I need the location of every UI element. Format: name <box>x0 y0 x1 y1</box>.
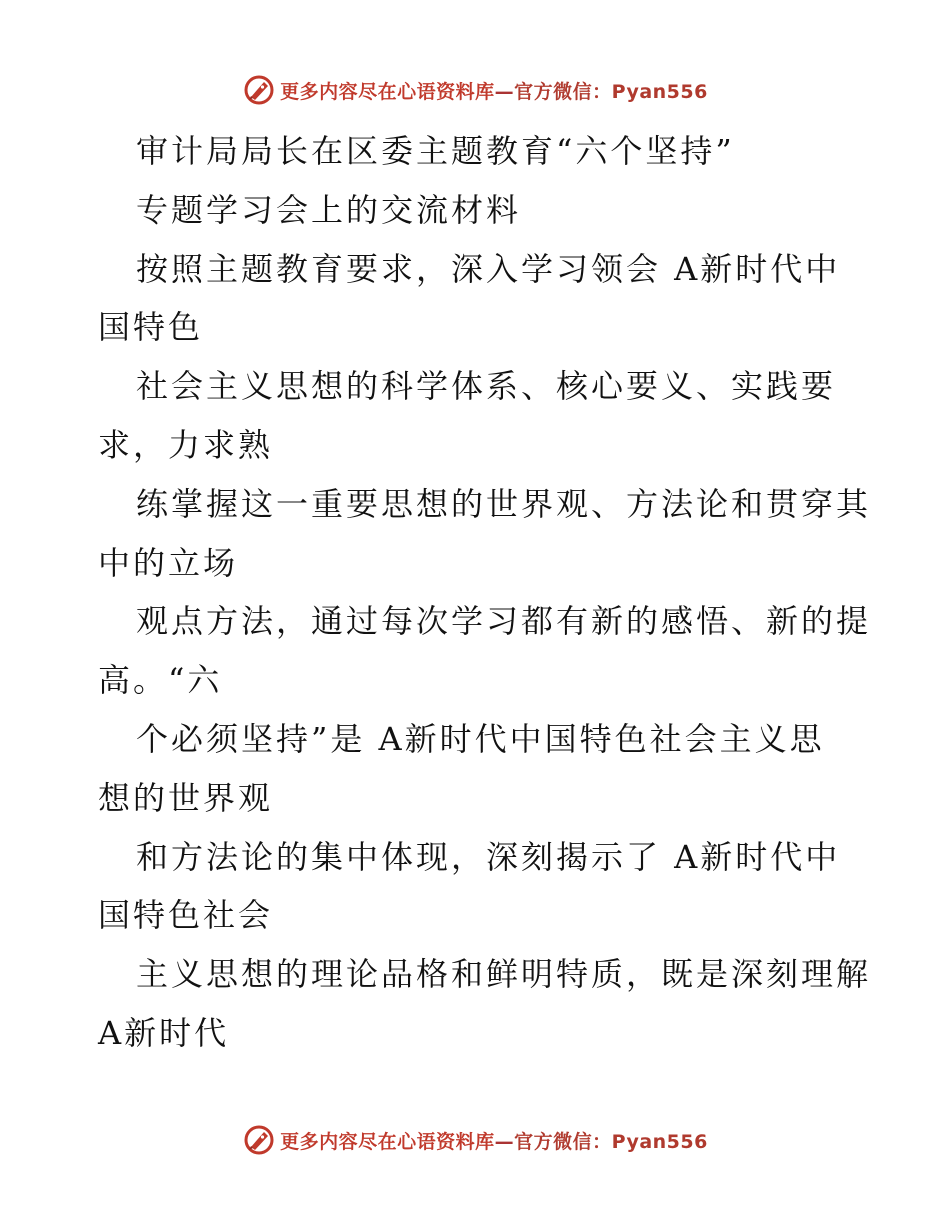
banner-text <box>280 1127 708 1154</box>
banner-wechat-label: 官方微信： <box>514 1130 612 1153</box>
paragraph-line: 国特色 <box>98 308 204 347</box>
paragraph-line: 高。“六 <box>98 661 223 700</box>
banner-wechat-id: Pyan556 <box>611 80 708 103</box>
paragraph-line: 个必须坚持”是 A新时代中国特色社会主义思 <box>136 719 825 758</box>
paragraph-line: 国特色社会 <box>98 896 274 935</box>
paragraph-line: A新时代 <box>98 1013 230 1052</box>
paragraph-line: 观点方法，通过每次学习都有新的感悟、新的提 <box>136 602 872 641</box>
paragraph-line: 中的立场 <box>98 543 239 582</box>
paragraph-line: 和方法论的集中体现，深刻揭示了 A新时代中 <box>136 837 841 876</box>
document-body <box>98 122 898 1063</box>
document-title-line-2: 专题学习会上的交流材料 <box>136 190 522 229</box>
paragraph-line: 想的世界观 <box>98 778 274 817</box>
banner-wechat-label: 官方微信： <box>514 80 612 103</box>
pen-nib-logo-icon <box>242 73 276 107</box>
paragraph-line: 社会主义思想的科学体系、核心要义、实践要 <box>136 367 837 406</box>
pen-nib-logo-icon <box>242 1123 276 1157</box>
banner-text <box>280 77 708 104</box>
banner-slogan: 更多内容尽在心语资料库 <box>280 80 495 103</box>
paragraph-line: 主义思想的理论品格和鲜明特质，既是深刻理解 <box>136 955 872 994</box>
paragraph-line: 按照主题教育要求，深入学习领会 A新时代中 <box>136 249 841 288</box>
header-banner <box>0 70 950 110</box>
banner-slogan: 更多内容尽在心语资料库 <box>280 1130 495 1153</box>
document-title-line-1: 审计局局长在区委主题教育“六个坚持” <box>136 132 735 170</box>
paragraph-line: 求，力求熟 <box>98 425 274 464</box>
banner-separator: — <box>494 1130 515 1153</box>
paragraph-line: 练掌握这一重要思想的世界观、方法论和贯穿其 <box>136 484 872 523</box>
banner-separator: — <box>494 80 515 103</box>
banner-wechat-id: Pyan556 <box>611 1130 708 1153</box>
footer-banner <box>0 1120 950 1160</box>
